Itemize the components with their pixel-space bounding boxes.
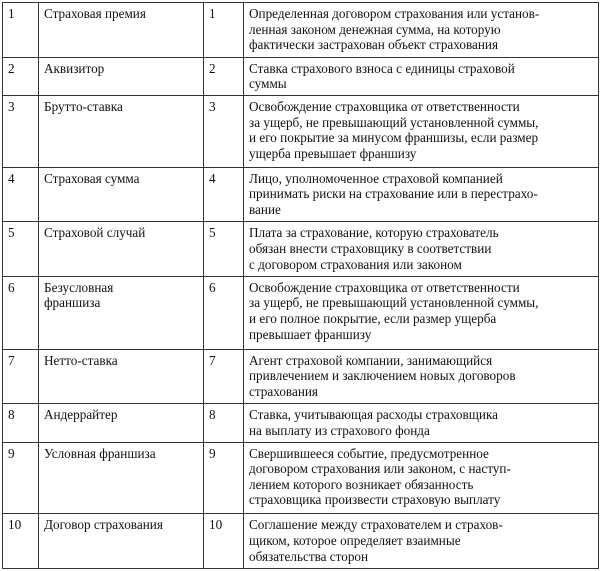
definition-text: Ставка, учитывающая расходы страховщика на выплату из страхового фонда	[244, 404, 599, 442]
table-row	[3, 349, 599, 404]
term-number: 10	[3, 514, 39, 569]
definition-number: 3	[204, 95, 244, 167]
definition-text: Определенная договором страхования или установ- ленная законом денежная сумма, на которую фактически застрахован объект страхования	[244, 3, 599, 58]
table-row	[3, 442, 599, 514]
table-row	[3, 222, 599, 277]
term-number: 7	[3, 349, 39, 404]
term-number: 4	[3, 167, 39, 222]
term-number: 2	[3, 57, 39, 95]
definition-number: 6	[204, 276, 244, 349]
term-name: Условная франшиза	[39, 442, 204, 514]
table-row	[3, 404, 599, 442]
term-number: 6	[3, 276, 39, 349]
term-name: Договор страхования	[39, 514, 204, 569]
term-number: 3	[3, 95, 39, 167]
term-name: Страховой случай	[39, 222, 204, 277]
matching-table	[2, 2, 599, 569]
definition-text: Соглашение между страхователем и страхов- щиком, которое определяет взаимные обязательства сторон	[244, 514, 599, 569]
definition-number: 9	[204, 442, 244, 514]
table-row	[3, 514, 599, 569]
term-name: Андеррайтер	[39, 404, 204, 442]
table-row	[3, 276, 599, 349]
table-row	[3, 167, 599, 222]
term-name: Страховая сумма	[39, 167, 204, 222]
term-number: 1	[3, 3, 39, 58]
definition-text: Свершившееся событие, предусмотренное договором страхования или законом, с наступ- лением которого возникает обязанность страховщика произвести страховую выплату	[244, 442, 599, 514]
definition-text: Плата за страхование, которую страхователь обязан внести страховщику в соответствии с договором страхования или законом	[244, 222, 599, 277]
definition-number: 8	[204, 404, 244, 442]
term-name: Аквизитор	[39, 57, 204, 95]
definition-number: 10	[204, 514, 244, 569]
definition-number: 5	[204, 222, 244, 277]
term-number: 8	[3, 404, 39, 442]
term-name: Страховая премия	[39, 3, 204, 58]
term-name: Безусловная франшиза	[39, 276, 204, 349]
definition-text: Освобождение страховщика от ответственности за ущерб, не превышающий установленной суммы, и его покрытие за минусом франшизы, если размер ущерба превышает франшизу	[244, 95, 599, 167]
definition-number: 2	[204, 57, 244, 95]
term-name: Нетто-ставка	[39, 349, 204, 404]
table-row	[3, 95, 599, 167]
term-number: 9	[3, 442, 39, 514]
definition-text: Ставка страхового взноса с единицы страховой суммы	[244, 57, 599, 95]
term-number: 5	[3, 222, 39, 277]
definition-text: Лицо, уполномоченное страховой компанией принимать риски на страхование или в перестрахо- вание	[244, 167, 599, 222]
definition-number: 7	[204, 349, 244, 404]
table-row	[3, 57, 599, 95]
definition-text: Освобождение страховщика от ответственности за ущерб, не превышающий установленной суммы, и его полное покрытие, если размер ущерба превышает франшизу	[244, 276, 599, 349]
definition-number: 1	[204, 3, 244, 58]
table-row	[3, 3, 599, 58]
definition-text: Агент страховой компании, занимающийся привлечением и заключением новых договоров страхования	[244, 349, 599, 404]
term-name: Брутто-ставка	[39, 95, 204, 167]
definition-number: 4	[204, 167, 244, 222]
